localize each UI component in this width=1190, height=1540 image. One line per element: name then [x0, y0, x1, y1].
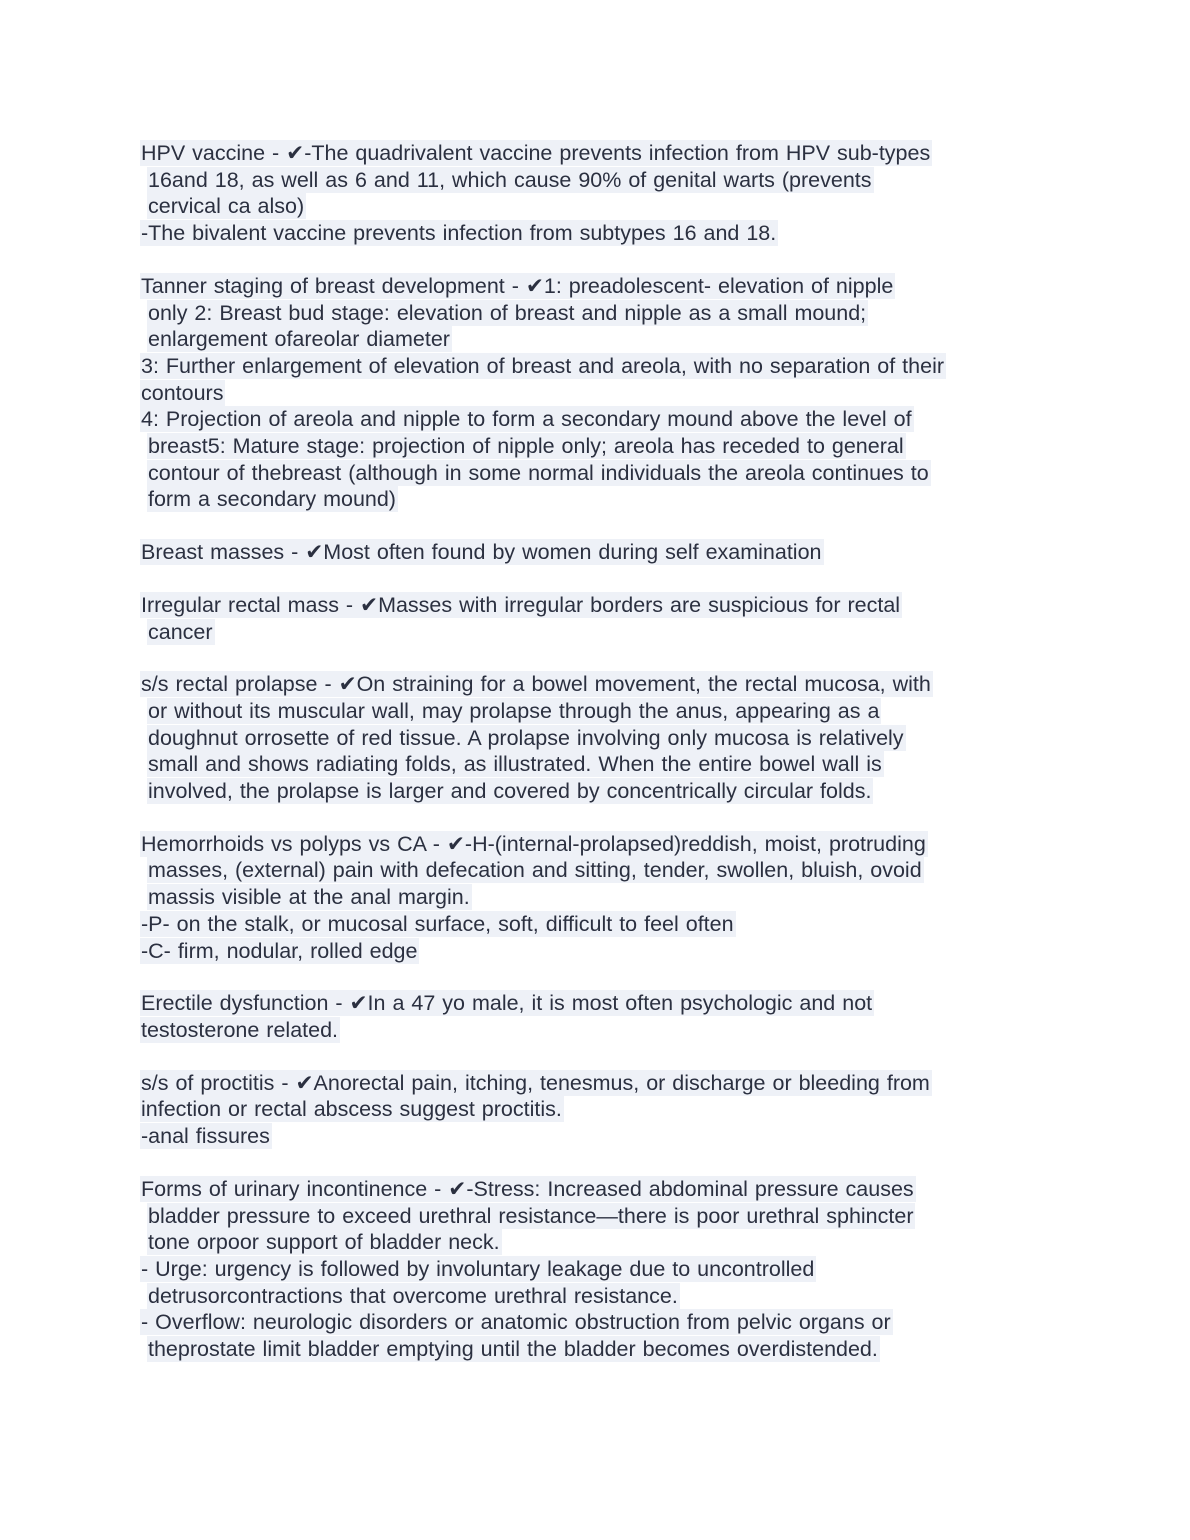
text-line [140, 938, 1060, 965]
flashcard-erectile-dysfunction [140, 990, 1060, 1043]
text-line-content: contours [141, 380, 224, 405]
text-line [140, 460, 1060, 487]
text-line [140, 619, 1060, 646]
text-line-content: cervical ca also) [148, 194, 305, 219]
text-line-content: enlargement ofareolar diameter [148, 327, 450, 352]
text-line [140, 1096, 1060, 1123]
text-line-content: 3: Further enlargement of elevation of breast and areola, with no separation of their [141, 353, 944, 378]
text-line-content: HPV vaccine - ✔-The quadrivalent vaccine prevents infection from HPV sub-types [141, 141, 931, 165]
text-line [140, 1309, 1060, 1336]
text-line-content: -The bivalent vaccine prevents infection from subtypes 16 and 18. [141, 221, 777, 246]
text-line [140, 725, 1060, 752]
text-line [140, 273, 1060, 300]
text-line [140, 884, 1060, 911]
text-line-content: -P- on the stalk, or mucosal surface, soft, difficult to feel often [141, 911, 734, 936]
text-line-content: bladder pressure to exceed urethral resistance—there is poor urethral sphincter [148, 1203, 914, 1228]
text-line [140, 1017, 1060, 1044]
text-line [140, 193, 1060, 220]
text-line [140, 778, 1060, 805]
text-line [140, 1256, 1060, 1283]
text-line-content: 4: Projection of areola and nipple to form a secondary mound above the level of [141, 407, 912, 432]
text-line-content: involved, the prolapse is larger and covered by concentrically circular folds. [148, 779, 872, 804]
text-line [140, 1203, 1060, 1230]
text-line [140, 406, 1060, 433]
text-line-content: or without its muscular wall, may prolapse through the anus, appearing as a [148, 698, 880, 723]
text-line-content: cancer [148, 619, 213, 644]
text-line [140, 380, 1060, 407]
text-line [140, 1229, 1060, 1256]
text-line-content: small and shows radiating folds, as illustrated. When the entire bowel wall is [148, 752, 882, 777]
text-line [140, 220, 1060, 247]
text-line [140, 167, 1060, 194]
text-line [140, 698, 1060, 725]
text-line [140, 1283, 1060, 1310]
text-line-content: infection or rectal abscess suggest proctitis. [141, 1097, 562, 1122]
text-line-content: masses, (external) pain with defecation and sitting, tender, swollen, bluish, ovoid [148, 858, 922, 883]
flashcard-irregular-rectal-mass [140, 592, 1060, 645]
text-line-content: -C- firm, nodular, rolled edge [141, 938, 418, 963]
text-line [140, 326, 1060, 353]
text-line [140, 486, 1060, 513]
flashcard-hemorrhoids-polyps-ca [140, 831, 1060, 965]
flashcard-rectal-prolapse [140, 671, 1060, 805]
flashcard-hpv-vaccine [140, 140, 1060, 247]
text-line-content: detrusorcontractions that overcome urethral resistance. [148, 1283, 678, 1308]
text-line [140, 433, 1060, 460]
text-line-content: - Overflow: neurologic disorders or anatomic obstruction from pelvic organs or [141, 1310, 891, 1335]
text-line-content: Hemorrhoids vs polyps vs CA - ✔-H-(internal-prolapsed)reddish, moist, protruding [141, 831, 926, 856]
text-line-content: breast5: Mature stage: projection of nipple only; areola has receded to general [148, 434, 904, 459]
text-line [140, 751, 1060, 778]
text-line [140, 592, 1060, 619]
text-line [140, 911, 1060, 938]
text-line-content: - Urge: urgency is followed by involuntary leakage due to uncontrolled [141, 1256, 815, 1281]
text-line [140, 1176, 1060, 1203]
text-line-content: theprostate limit bladder emptying until the bladder becomes overdistended. [148, 1337, 878, 1362]
text-line-content: tone orpoor support of bladder neck. [148, 1230, 500, 1255]
text-line [140, 300, 1060, 327]
text-line [140, 1123, 1060, 1150]
text-line-content: -anal fissures [141, 1124, 270, 1149]
text-line [140, 140, 1060, 167]
flashcard-proctitis [140, 1070, 1060, 1150]
text-line [140, 353, 1060, 380]
text-line [140, 1336, 1060, 1363]
text-line-content: s/s rectal prolapse - ✔On straining for a bowel movement, the rectal mucosa, with [141, 672, 931, 697]
flashcard-list [140, 140, 1060, 1363]
text-line-content: testosterone related. [141, 1017, 339, 1042]
text-line [140, 671, 1060, 698]
flashcard-urinary-incontinence [140, 1176, 1060, 1363]
text-line [140, 831, 1060, 858]
text-line-content: Erectile dysfunction - ✔In a 47 yo male, it is most often psychologic and not [141, 991, 873, 1016]
text-line [140, 539, 1060, 566]
text-line [140, 857, 1060, 884]
text-line-content: s/s of proctitis - ✔Anorectal pain, itching, tenesmus, or discharge or bleeding from [141, 1070, 930, 1095]
text-line-content: Tanner staging of breast development - ✔1: preadolescent- elevation of nipple [141, 273, 894, 298]
text-line-content: doughnut orrosette of red tissue. A prolapse involving only mucosa is relatively [148, 725, 904, 750]
flashcard-breast-masses [140, 539, 1060, 566]
text-line-content: Breast masses - ✔Most often found by women during self examination [141, 540, 822, 565]
text-line-content: form a secondary mound) [148, 487, 396, 512]
text-line [140, 990, 1060, 1017]
document-page [140, 140, 1060, 1389]
text-line-content: 16and 18, as well as 6 and 11, which cause 90% of genital warts (prevents [148, 167, 872, 192]
flashcard-tanner-staging [140, 273, 1060, 513]
text-line [140, 1070, 1060, 1097]
text-line-content: contour of thebreast (although in some normal individuals the areola continues to [148, 460, 929, 485]
text-line-content: Irregular rectal mass - ✔Masses with irregular borders are suspicious for rectal [141, 592, 901, 617]
text-line-content: only 2: Breast bud stage: elevation of breast and nipple as a small mound; [148, 300, 867, 325]
text-line-content: Forms of urinary incontinence - ✔-Stress: Increased abdominal pressure causes [141, 1176, 914, 1201]
text-line-content: massis visible at the anal margin. [148, 885, 470, 910]
